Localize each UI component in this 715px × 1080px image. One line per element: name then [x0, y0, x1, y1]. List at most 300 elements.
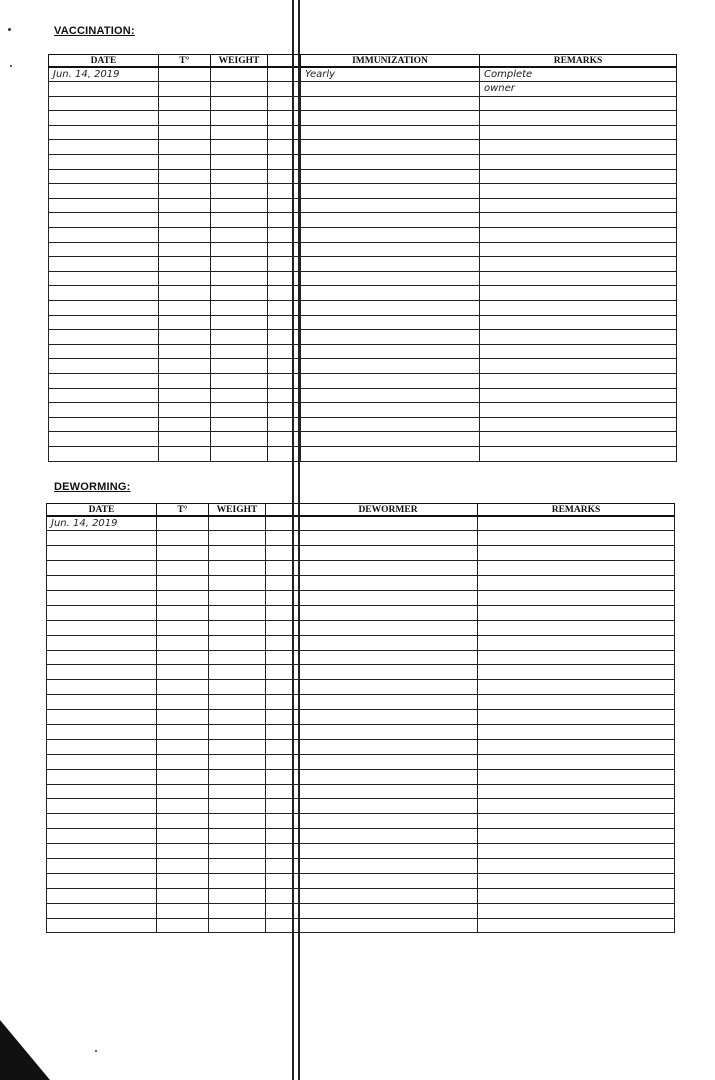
vaccination-cell-date	[49, 125, 159, 140]
deworming-cell-item	[299, 665, 478, 680]
deworming-cell-remarks	[478, 873, 675, 888]
deworming-cell-item	[299, 516, 478, 531]
deworming-row	[47, 665, 675, 680]
vaccination-header-4: IMMUNIZATION	[301, 55, 480, 68]
deworming-cell-date	[47, 873, 157, 888]
vaccination-row	[49, 388, 677, 403]
vaccination-row	[49, 344, 677, 359]
deworming-cell-date	[47, 590, 157, 605]
vaccination-cell-date	[49, 213, 159, 228]
vaccination-cell-weight	[211, 446, 268, 461]
deworming-cell-date	[47, 888, 157, 903]
vaccination-cell-weight	[211, 67, 268, 82]
vaccination-cell-date	[49, 184, 159, 199]
vaccination-row	[49, 111, 677, 126]
deworming-cell-weight	[209, 650, 266, 665]
vaccination-cell-date	[49, 111, 159, 126]
vaccination-cell-date	[49, 271, 159, 286]
vaccination-cell-temp	[159, 388, 211, 403]
deworming-cell-item	[299, 650, 478, 665]
vaccination-row	[49, 125, 677, 140]
vaccination-cell-remarks	[480, 373, 677, 388]
deworming-cell-item	[299, 561, 478, 576]
deworming-cell-remarks	[478, 590, 675, 605]
vaccination-cell-temp	[159, 446, 211, 461]
deworming-cell-weight	[209, 590, 266, 605]
vaccination-title: VACCINATION:	[54, 25, 135, 37]
vaccination-row	[49, 403, 677, 418]
deworming-cell-date	[47, 665, 157, 680]
deworming-cell-temp	[157, 516, 209, 531]
vaccination-cell-temp	[159, 315, 211, 330]
vaccination-row	[49, 67, 677, 82]
vaccination-cell-temp	[159, 271, 211, 286]
deworming-cell-remarks	[478, 799, 675, 814]
vaccination-row	[49, 96, 677, 111]
deworming-cell-temp	[157, 799, 209, 814]
deworming-cell-weight	[209, 516, 266, 531]
deworming-cell-temp	[157, 680, 209, 695]
vaccination-cell-date	[49, 96, 159, 111]
vaccination-cell-temp	[159, 169, 211, 184]
vaccination-row	[49, 359, 677, 374]
deworming-cell-temp	[157, 650, 209, 665]
deworming-cell-weight	[209, 620, 266, 635]
deworming-cell-date	[47, 724, 157, 739]
deworming-cell-item	[299, 784, 478, 799]
vaccination-cell-date	[49, 286, 159, 301]
vaccination-cell-date	[49, 403, 159, 418]
vaccination-cell-item	[301, 315, 480, 330]
vaccination-cell-temp	[159, 155, 211, 170]
deworming-cell-weight	[209, 695, 266, 710]
deworming-cell-date	[47, 546, 157, 561]
vaccination-cell-remarks	[480, 169, 677, 184]
deworming-cell-temp	[157, 858, 209, 873]
vaccination-cell-remarks	[480, 271, 677, 286]
deworming-header-5: REMARKS	[478, 504, 675, 517]
vaccination-cell-item	[301, 184, 480, 199]
deworming-cell-weight	[209, 635, 266, 650]
vaccination-cell-date: Jun. 14, 2019	[49, 67, 159, 82]
vaccination-cell-remarks	[480, 388, 677, 403]
deworming-cell-remarks	[478, 918, 675, 933]
deworming-cell-temp	[157, 576, 209, 591]
vaccination-cell-item	[301, 373, 480, 388]
vaccination-cell-temp	[159, 242, 211, 257]
deworming-cell-temp	[157, 590, 209, 605]
vaccination-cell-date	[49, 373, 159, 388]
vaccination-cell-date	[49, 155, 159, 170]
vaccination-cell-date	[49, 417, 159, 432]
deworming-cell-date	[47, 620, 157, 635]
vaccination-row	[49, 286, 677, 301]
vaccination-cell-remarks	[480, 417, 677, 432]
deworming-cell-temp	[157, 665, 209, 680]
vaccination-row	[49, 257, 677, 272]
vaccination-cell-remarks	[480, 228, 677, 243]
vaccination-cell-remarks	[480, 446, 677, 461]
deworming-cell-remarks	[478, 739, 675, 754]
scan-speck	[95, 1050, 97, 1052]
deworming-cell-item	[299, 829, 478, 844]
deworming-cell-item	[299, 590, 478, 605]
vaccination-cell-weight	[211, 213, 268, 228]
vaccination-cell-item	[301, 330, 480, 345]
deworming-cell-item	[299, 903, 478, 918]
deworming-cell-temp	[157, 561, 209, 576]
deworming-cell-remarks	[478, 680, 675, 695]
deworming-cell-remarks	[478, 724, 675, 739]
deworming-cell-date	[47, 754, 157, 769]
deworming-cell-weight	[209, 546, 266, 561]
deworming-cell-weight	[209, 814, 266, 829]
vaccination-cell-item	[301, 417, 480, 432]
deworming-cell-remarks	[478, 754, 675, 769]
deworming-row	[47, 695, 675, 710]
deworming-cell-date	[47, 695, 157, 710]
deworming-cell-weight	[209, 605, 266, 620]
deworming-cell-item	[299, 769, 478, 784]
vaccination-cell-temp	[159, 198, 211, 213]
deworming-cell-remarks	[478, 903, 675, 918]
deworming-cell-date	[47, 710, 157, 725]
vaccination-cell-item	[301, 198, 480, 213]
deworming-cell-item	[299, 635, 478, 650]
vaccination-cell-temp	[159, 228, 211, 243]
deworming-cell-temp	[157, 546, 209, 561]
vaccination-cell-remarks	[480, 242, 677, 257]
vaccination-row	[49, 373, 677, 388]
vaccination-cell-temp	[159, 125, 211, 140]
deworming-row	[47, 858, 675, 873]
deworming-cell-temp	[157, 635, 209, 650]
vaccination-row	[49, 301, 677, 316]
vaccination-table	[48, 54, 677, 462]
vaccination-row	[49, 330, 677, 345]
vaccination-cell-date	[49, 315, 159, 330]
vaccination-row	[49, 140, 677, 155]
deworming-cell-weight	[209, 918, 266, 933]
vaccination-cell-temp	[159, 432, 211, 447]
deworming-row	[47, 516, 675, 531]
vaccination-header-row	[49, 55, 677, 68]
deworming-cell-weight	[209, 903, 266, 918]
deworming-header-2: WEIGHT	[209, 504, 266, 517]
vaccination-row	[49, 271, 677, 286]
vaccination-cell-temp	[159, 359, 211, 374]
deworming-cell-temp	[157, 844, 209, 859]
vaccination-cell-date	[49, 140, 159, 155]
deworming-header-0: DATE	[47, 504, 157, 517]
vaccination-cell-weight	[211, 271, 268, 286]
deworming-cell-item	[299, 710, 478, 725]
deworming-header-4: DEWORMER	[299, 504, 478, 517]
vaccination-cell-remarks	[480, 125, 677, 140]
vaccination-cell-weight	[211, 184, 268, 199]
deworming-cell-remarks	[478, 516, 675, 531]
deworming-row	[47, 605, 675, 620]
vaccination-cell-temp	[159, 301, 211, 316]
vaccination-cell-temp	[159, 213, 211, 228]
page-corner-fold	[0, 1020, 50, 1080]
vaccination-cell-remarks	[480, 359, 677, 374]
deworming-cell-temp	[157, 903, 209, 918]
vaccination-cell-weight	[211, 155, 268, 170]
deworming-cell-date	[47, 605, 157, 620]
vaccination-cell-temp	[159, 140, 211, 155]
vaccination-cell-date	[49, 228, 159, 243]
vaccination-cell-remarks	[480, 403, 677, 418]
deworming-header-row	[47, 504, 675, 517]
vaccination-row	[49, 242, 677, 257]
vaccination-cell-remarks	[480, 111, 677, 126]
vaccination-cell-item	[301, 403, 480, 418]
deworming-cell-temp	[157, 531, 209, 546]
vaccination-cell-item	[301, 140, 480, 155]
vaccination-row	[49, 198, 677, 213]
deworming-cell-date	[47, 829, 157, 844]
deworming-cell-remarks	[478, 814, 675, 829]
deworming-row	[47, 590, 675, 605]
deworming-row	[47, 903, 675, 918]
deworming-cell-remarks	[478, 858, 675, 873]
vaccination-cell-date	[49, 242, 159, 257]
deworming-cell-remarks	[478, 531, 675, 546]
scan-speck	[8, 28, 11, 31]
deworming-cell-item	[299, 858, 478, 873]
vaccination-cell-temp	[159, 373, 211, 388]
vaccination-cell-weight	[211, 140, 268, 155]
vaccination-cell-weight	[211, 228, 268, 243]
deworming-cell-weight	[209, 680, 266, 695]
vaccination-cell-weight	[211, 82, 268, 97]
vaccination-cell-item: Yearly	[301, 67, 480, 82]
deworming-cell-weight	[209, 858, 266, 873]
deworming-cell-remarks	[478, 546, 675, 561]
vaccination-row	[49, 213, 677, 228]
vaccination-cell-remarks	[480, 96, 677, 111]
deworming-row	[47, 918, 675, 933]
deworming-cell-temp	[157, 620, 209, 635]
vaccination-cell-remarks	[480, 198, 677, 213]
vaccination-cell-weight	[211, 330, 268, 345]
vaccination-cell-date	[49, 446, 159, 461]
deworming-cell-temp	[157, 784, 209, 799]
deworming-cell-weight	[209, 799, 266, 814]
deworming-row	[47, 799, 675, 814]
vaccination-cell-temp	[159, 82, 211, 97]
deworming-title: DEWORMING:	[54, 481, 131, 493]
vaccination-cell-temp	[159, 184, 211, 199]
deworming-cell-remarks	[478, 769, 675, 784]
deworming-cell-remarks	[478, 650, 675, 665]
deworming-cell-date	[47, 784, 157, 799]
deworming-cell-weight	[209, 784, 266, 799]
vaccination-cell-weight	[211, 96, 268, 111]
vaccination-cell-remarks	[480, 432, 677, 447]
deworming-row	[47, 873, 675, 888]
deworming-cell-temp	[157, 739, 209, 754]
vaccination-row	[49, 417, 677, 432]
vaccination-cell-temp	[159, 257, 211, 272]
deworming-header-1: T°	[157, 504, 209, 517]
vaccination-cell-item	[301, 344, 480, 359]
deworming-cell-weight	[209, 576, 266, 591]
deworming-cell-item	[299, 739, 478, 754]
deworming-row	[47, 576, 675, 591]
deworming-cell-date	[47, 635, 157, 650]
vaccination-row	[49, 315, 677, 330]
deworming-row	[47, 739, 675, 754]
deworming-cell-date	[47, 858, 157, 873]
deworming-cell-remarks	[478, 844, 675, 859]
deworming-cell-temp	[157, 814, 209, 829]
deworming-cell-item	[299, 680, 478, 695]
deworming-cell-date	[47, 576, 157, 591]
vaccination-cell-date	[49, 388, 159, 403]
vaccination-header-1: T°	[159, 55, 211, 68]
deworming-cell-date	[47, 531, 157, 546]
vaccination-cell-weight	[211, 373, 268, 388]
vaccination-cell-item	[301, 388, 480, 403]
deworming-cell-item	[299, 814, 478, 829]
deworming-cell-date	[47, 739, 157, 754]
vaccination-cell-temp	[159, 96, 211, 111]
deworming-cell-temp	[157, 873, 209, 888]
deworming-row	[47, 561, 675, 576]
deworming-cell-temp	[157, 724, 209, 739]
vaccination-cell-item	[301, 286, 480, 301]
vaccination-cell-item	[301, 82, 480, 97]
vaccination-cell-date	[49, 169, 159, 184]
vaccination-cell-item	[301, 111, 480, 126]
vaccination-cell-date	[49, 359, 159, 374]
deworming-cell-temp	[157, 829, 209, 844]
deworming-cell-remarks	[478, 784, 675, 799]
vaccination-cell-item	[301, 228, 480, 243]
deworming-cell-remarks	[478, 620, 675, 635]
deworming-cell-weight	[209, 873, 266, 888]
deworming-cell-remarks	[478, 710, 675, 725]
vaccination-row	[49, 155, 677, 170]
vaccination-header-2: WEIGHT	[211, 55, 268, 68]
deworming-cell-weight	[209, 531, 266, 546]
deworming-row	[47, 784, 675, 799]
deworming-cell-item	[299, 873, 478, 888]
deworming-cell-item	[299, 888, 478, 903]
deworming-cell-remarks	[478, 888, 675, 903]
vaccination-cell-remarks	[480, 344, 677, 359]
deworming-cell-weight	[209, 829, 266, 844]
vaccination-cell-temp	[159, 111, 211, 126]
vaccination-cell-weight	[211, 359, 268, 374]
vaccination-cell-date	[49, 330, 159, 345]
deworming-cell-item	[299, 695, 478, 710]
vaccination-cell-remarks	[480, 140, 677, 155]
vaccination-cell-date	[49, 432, 159, 447]
vaccination-cell-item	[301, 432, 480, 447]
deworming-cell-item	[299, 531, 478, 546]
deworming-row	[47, 769, 675, 784]
deworming-cell-date	[47, 561, 157, 576]
vaccination-cell-remarks	[480, 330, 677, 345]
deworming-cell-temp	[157, 918, 209, 933]
vaccination-cell-weight	[211, 242, 268, 257]
vaccination-cell-weight	[211, 315, 268, 330]
vaccination-cell-item	[301, 169, 480, 184]
vaccination-cell-weight	[211, 198, 268, 213]
vaccination-cell-item	[301, 155, 480, 170]
deworming-cell-weight	[209, 724, 266, 739]
deworming-cell-date	[47, 814, 157, 829]
deworming-row	[47, 710, 675, 725]
deworming-row	[47, 829, 675, 844]
vaccination-row	[49, 184, 677, 199]
deworming-row	[47, 531, 675, 546]
deworming-cell-remarks	[478, 576, 675, 591]
deworming-row	[47, 814, 675, 829]
vaccination-cell-weight	[211, 344, 268, 359]
deworming-cell-remarks	[478, 665, 675, 680]
deworming-cell-weight	[209, 769, 266, 784]
deworming-cell-temp	[157, 769, 209, 784]
deworming-row	[47, 724, 675, 739]
vaccination-row	[49, 82, 677, 97]
deworming-cell-remarks	[478, 829, 675, 844]
vaccination-cell-item	[301, 257, 480, 272]
deworming-row	[47, 888, 675, 903]
vaccination-row	[49, 169, 677, 184]
deworming-cell-remarks	[478, 695, 675, 710]
deworming-cell-item	[299, 605, 478, 620]
deworming-cell-date	[47, 680, 157, 695]
deworming-cell-item	[299, 844, 478, 859]
binder-fold	[290, 0, 306, 1080]
deworming-cell-date	[47, 650, 157, 665]
deworming-row	[47, 635, 675, 650]
deworming-cell-temp	[157, 888, 209, 903]
vaccination-cell-date	[49, 301, 159, 316]
vaccination-cell-remarks	[480, 213, 677, 228]
deworming-cell-item	[299, 576, 478, 591]
vaccination-row	[49, 228, 677, 243]
deworming-cell-weight	[209, 754, 266, 769]
deworming-cell-weight	[209, 844, 266, 859]
vaccination-cell-temp	[159, 67, 211, 82]
deworming-cell-date: Jun. 14, 2019	[47, 516, 157, 531]
deworming-cell-item	[299, 918, 478, 933]
vaccination-cell-remarks	[480, 155, 677, 170]
deworming-cell-date	[47, 769, 157, 784]
vaccination-cell-remarks	[480, 184, 677, 199]
deworming-cell-date	[47, 799, 157, 814]
vaccination-cell-item	[301, 446, 480, 461]
scan-speck	[10, 65, 12, 67]
vaccination-cell-item	[301, 359, 480, 374]
deworming-row	[47, 754, 675, 769]
vaccination-cell-item	[301, 271, 480, 286]
vaccination-cell-temp	[159, 344, 211, 359]
vaccination-cell-remarks	[480, 301, 677, 316]
deworming-cell-temp	[157, 754, 209, 769]
vaccination-cell-weight	[211, 125, 268, 140]
vaccination-cell-date	[49, 198, 159, 213]
vaccination-cell-weight	[211, 403, 268, 418]
vaccination-cell-date	[49, 257, 159, 272]
vaccination-cell-item	[301, 125, 480, 140]
deworming-cell-date	[47, 918, 157, 933]
